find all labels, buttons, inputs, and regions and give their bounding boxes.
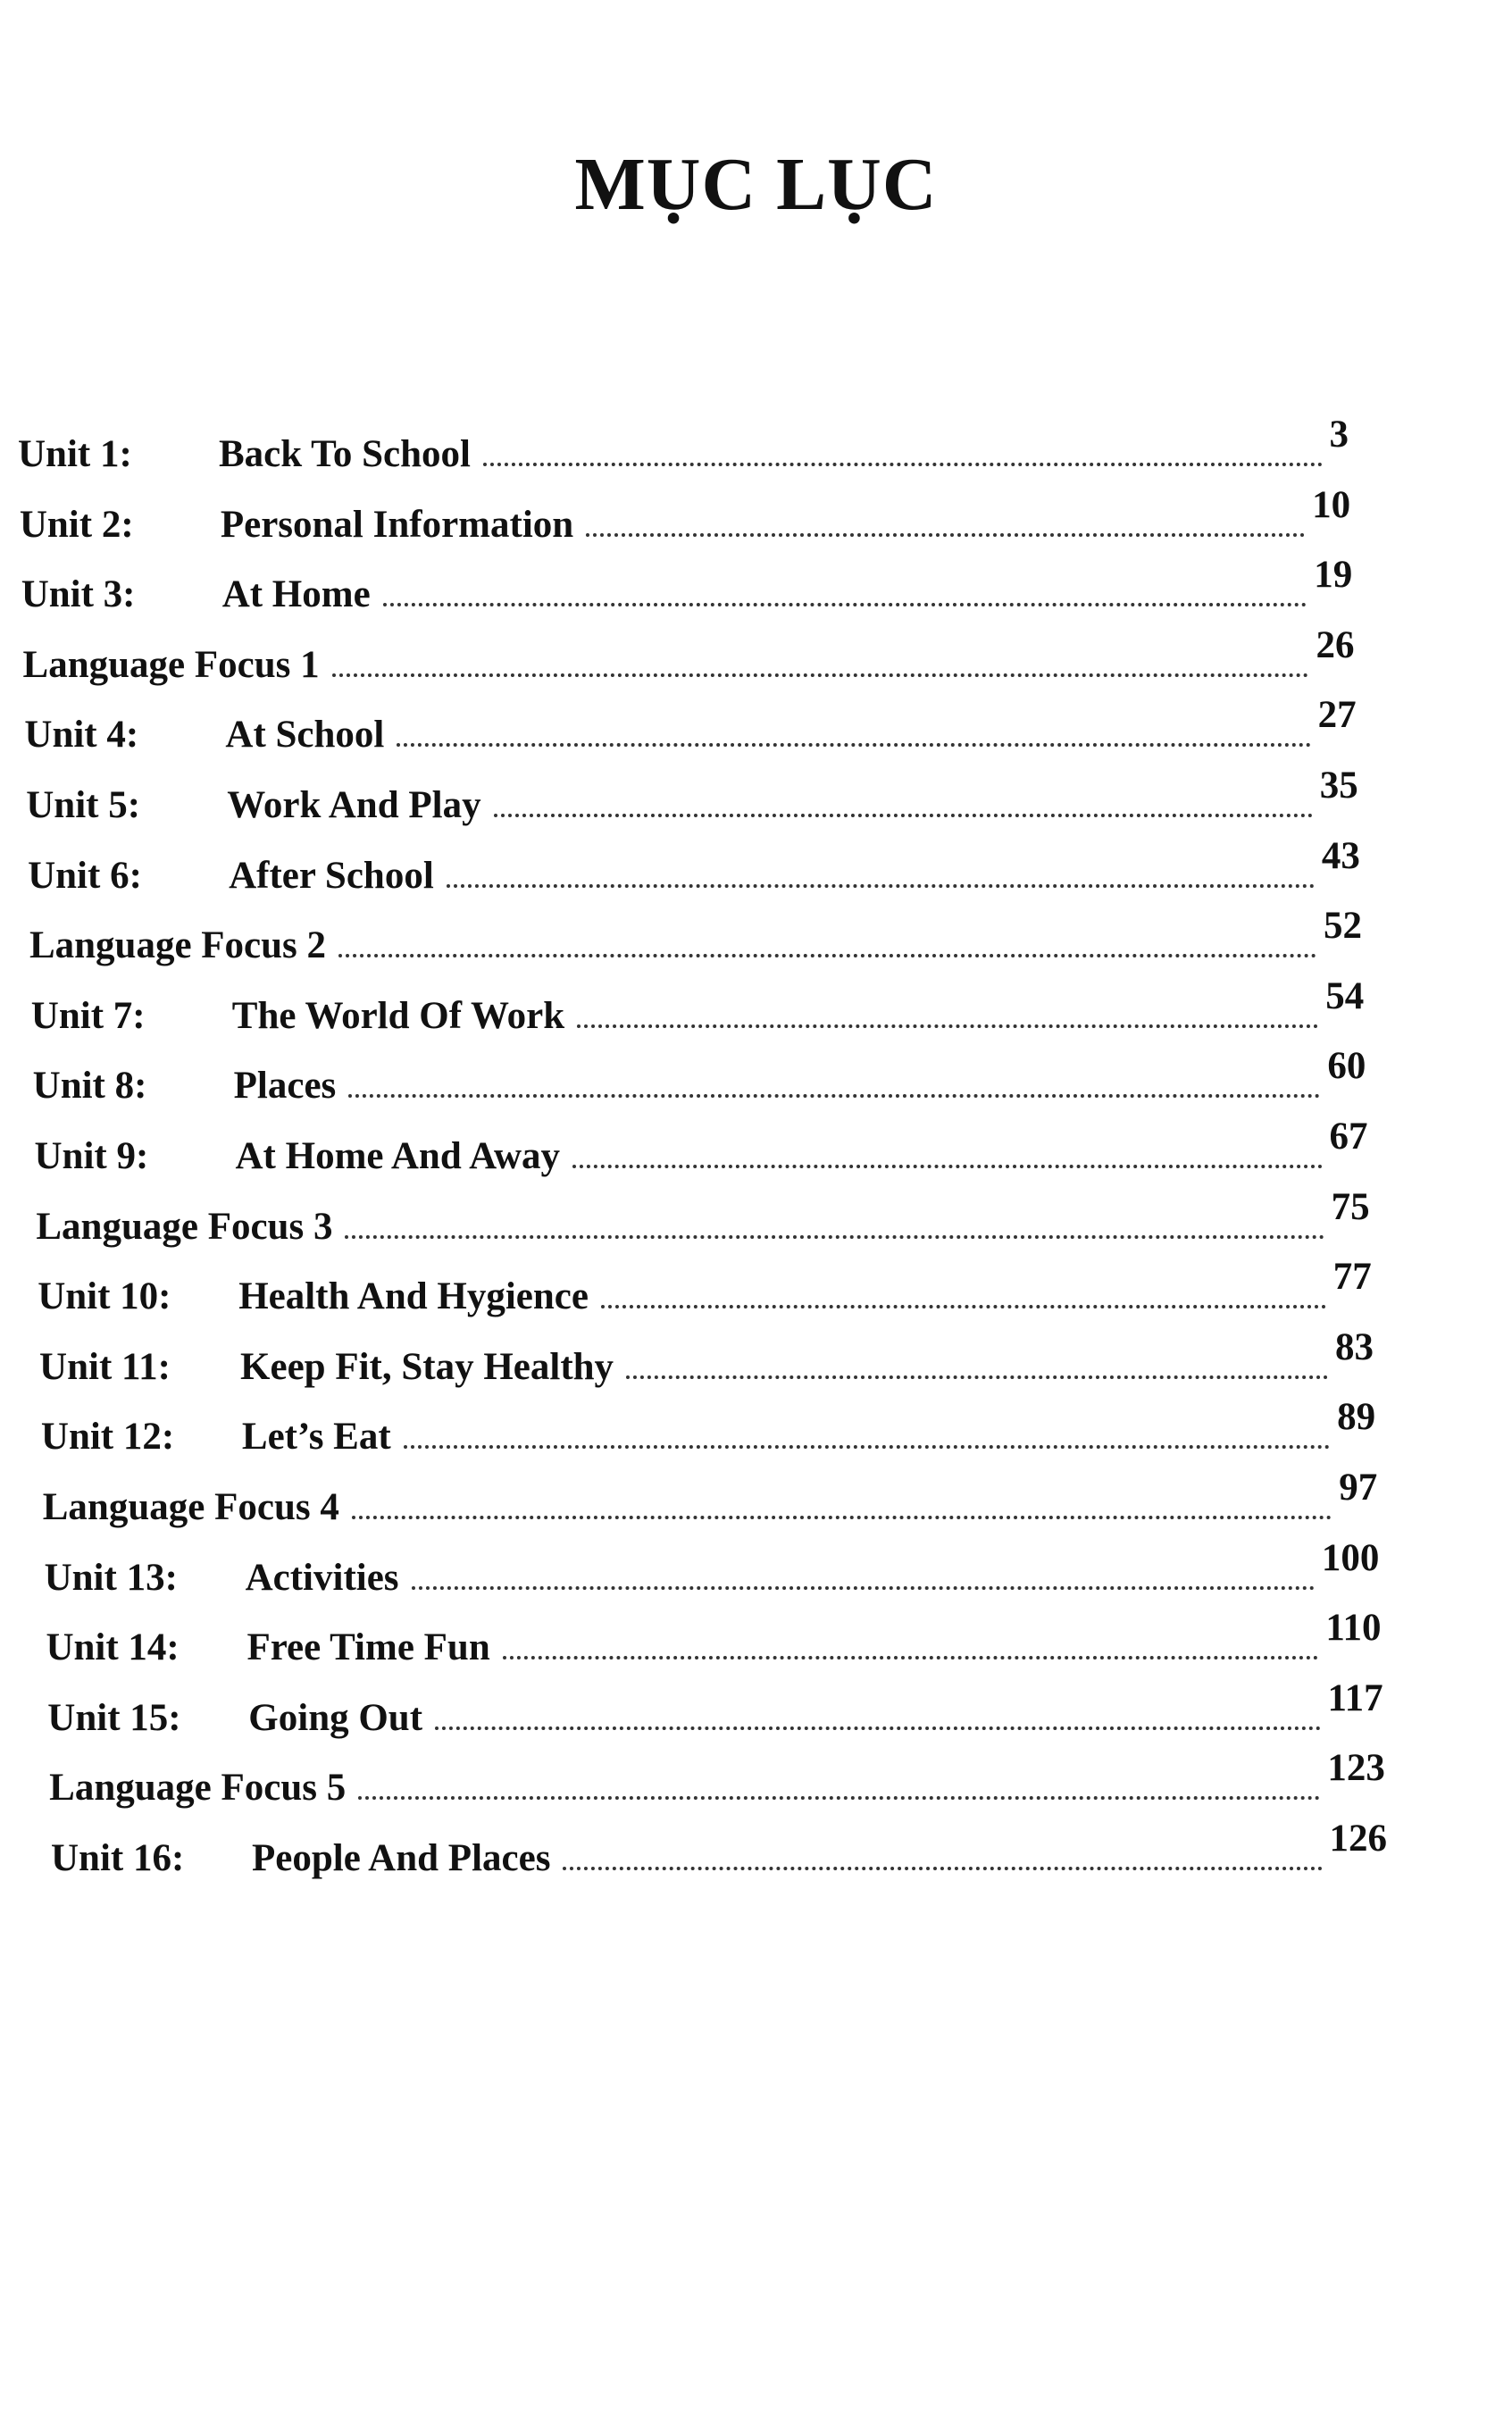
toc-section-title: Language Focus 4 [42, 1486, 339, 1528]
toc-page-number: 67 [1329, 1116, 1368, 1158]
toc-dot-leader [345, 1235, 1324, 1239]
toc-unit-number: Unit 6: [28, 854, 142, 897]
toc-page-number: 83 [1334, 1325, 1374, 1368]
toc-dot-leader [447, 884, 1315, 888]
toc-entry [49, 1747, 1385, 1810]
toc-dot-leader [601, 1305, 1326, 1308]
toc-unit-title: At Home And Away [235, 1135, 561, 1177]
toc-page-number: 126 [1329, 1818, 1387, 1860]
toc-entry [39, 1325, 1374, 1388]
toc-page-number: 35 [1319, 765, 1358, 807]
toc-entry [28, 834, 1360, 897]
toc-page-number: 26 [1316, 623, 1355, 666]
toc-unit-title: Back To School [219, 433, 471, 475]
toc-entry [18, 414, 1349, 475]
toc-unit-number: Unit 1: [18, 433, 132, 475]
toc-unit-title: The World Of Work [231, 994, 565, 1037]
toc-unit-title: Work And Play [227, 784, 481, 826]
toc-page-number: 117 [1327, 1676, 1383, 1719]
toc-unit-title: Keep Fit, Stay Healthy [240, 1345, 614, 1388]
toc-unit-number: Unit 11: [39, 1345, 171, 1388]
toc-page-number: 89 [1337, 1396, 1376, 1439]
toc-page-number: 110 [1325, 1607, 1382, 1650]
toc-page-number: 10 [1312, 483, 1351, 526]
toc-entry [51, 1818, 1387, 1879]
toc-unit-title: People And Places [252, 1837, 551, 1879]
toc-dot-leader [572, 1165, 1322, 1168]
toc-unit-number: Unit 16: [51, 1837, 185, 1879]
toc-unit-title: Personal Information [220, 503, 574, 546]
toc-unit-title: After School [229, 854, 434, 897]
toc-entry [24, 694, 1357, 757]
toc-unit-number: Unit 8: [32, 1065, 147, 1108]
toc-entry [36, 1185, 1370, 1248]
toc-unit-number: Unit 4: [24, 714, 139, 757]
toc-entry [40, 1396, 1376, 1459]
toc-entry [32, 1045, 1366, 1108]
toc-unit-number: Unit 12: [40, 1416, 175, 1459]
toc-dot-leader [626, 1375, 1328, 1379]
toc-dot-leader [383, 603, 1307, 606]
toc-page-number: 54 [1325, 974, 1365, 1017]
toc-section-title: Language Focus 2 [29, 924, 327, 967]
toc-dot-leader [563, 1867, 1322, 1870]
toc-entry [42, 1467, 1378, 1528]
toc-section-title: Language Focus 5 [49, 1767, 347, 1810]
toc-entry [19, 483, 1351, 546]
toc-page-number: 27 [1317, 694, 1357, 737]
toc-unit-title: Activities [245, 1556, 399, 1599]
toc-dot-leader [503, 1656, 1319, 1659]
toc-entry [30, 974, 1365, 1037]
toc-dot-leader [577, 1024, 1318, 1028]
toc-dot-leader [397, 743, 1310, 747]
toc-unit-title: Places [233, 1065, 337, 1108]
toc-page-number: 43 [1321, 834, 1360, 877]
toc-dot-leader [352, 1516, 1332, 1519]
toc-unit-title: Free Time Fun [246, 1626, 490, 1669]
toc-unit-number: Unit 14: [46, 1626, 180, 1669]
toc-page-number: 19 [1314, 554, 1353, 597]
toc-unit-number: Unit 9: [34, 1135, 149, 1177]
toc-page-number: 100 [1321, 1536, 1380, 1579]
toc-unit-number: Unit 7: [30, 994, 146, 1037]
toc-entry [46, 1607, 1382, 1669]
page-title: MỤC LỤC [574, 143, 938, 226]
toc-entry [44, 1536, 1380, 1599]
toc-dot-leader [494, 814, 1313, 817]
toc-dot-leader [332, 673, 1309, 677]
toc-unit-title: At School [225, 714, 385, 757]
toc-page-number: 77 [1332, 1256, 1372, 1299]
toc-unit-title: At Home [221, 573, 371, 616]
toc-page-number: 75 [1331, 1185, 1370, 1228]
toc-unit-title: Going Out [248, 1696, 423, 1739]
toc-entry [26, 765, 1358, 826]
toc-page-number: 52 [1324, 905, 1363, 948]
toc-section-title: Language Focus 1 [22, 643, 320, 686]
toc-dot-leader [435, 1726, 1321, 1730]
toc-unit-number: Unit 2: [19, 503, 134, 546]
toc-unit-title: Health And Hygience [238, 1275, 589, 1318]
toc-dot-leader [412, 1586, 1315, 1590]
toc-dot-leader [404, 1445, 1330, 1449]
toc-page-number: 3 [1329, 414, 1349, 456]
toc-page-number: 97 [1339, 1467, 1378, 1509]
toc-dot-leader [483, 463, 1323, 466]
toc-unit-title: Let’s Eat [241, 1416, 391, 1459]
toc-entry [38, 1256, 1372, 1318]
toc-section-title: Language Focus 3 [36, 1205, 333, 1248]
toc-unit-number: Unit 13: [44, 1556, 178, 1599]
toc-unit-number: Unit 15: [47, 1696, 181, 1739]
toc-dot-leader [358, 1796, 1320, 1800]
toc-entry [34, 1116, 1368, 1177]
toc-dot-leader [348, 1094, 1320, 1098]
toc-entry [22, 623, 1355, 686]
toc-dot-leader [338, 954, 1316, 957]
toc-unit-number: Unit 10: [38, 1275, 171, 1318]
toc-entry [21, 554, 1353, 616]
toc-page-number: 123 [1327, 1747, 1385, 1790]
toc-page-number: 60 [1327, 1045, 1366, 1088]
toc-dot-leader [586, 533, 1305, 537]
toc-entry [29, 905, 1363, 967]
toc-unit-number: Unit 3: [21, 573, 136, 616]
toc-unit-number: Unit 5: [26, 784, 141, 826]
toc-entry [47, 1676, 1383, 1739]
